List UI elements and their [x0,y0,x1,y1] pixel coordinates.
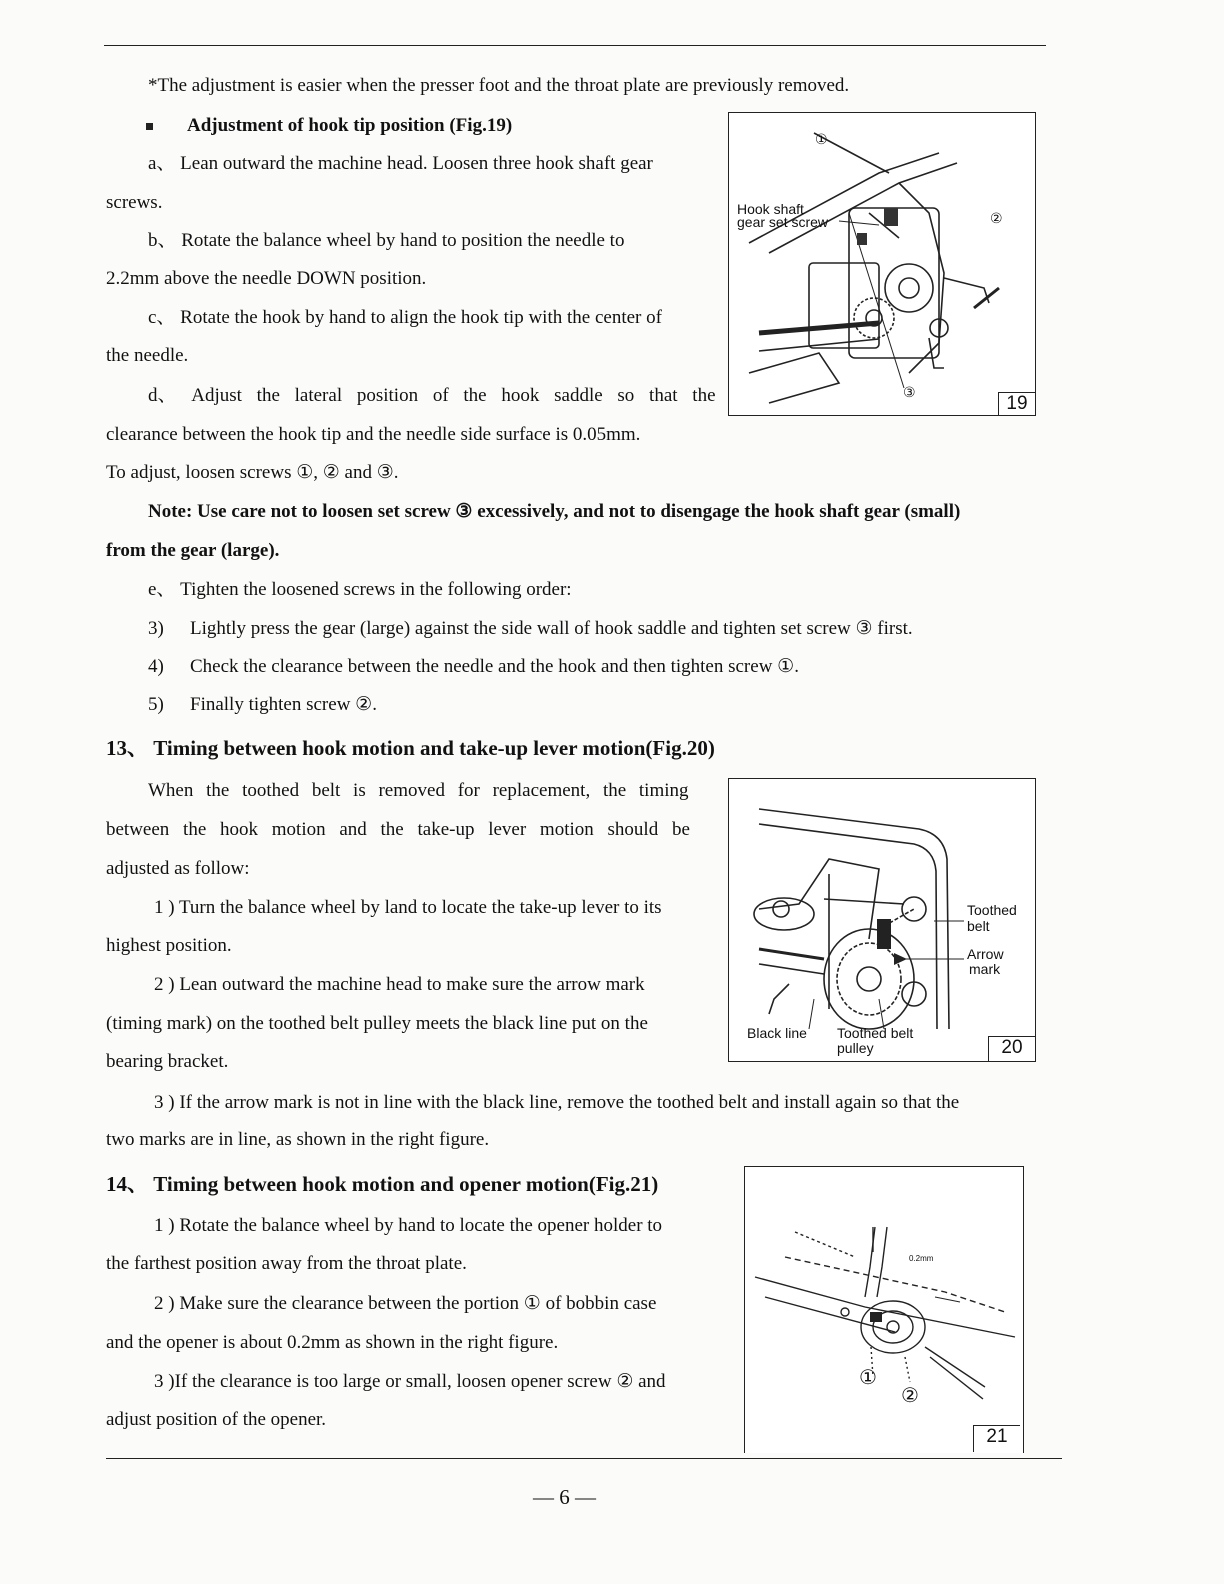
step-a-text: a、 Lean outward the machine head. Loosen three hook shaft gear [148,153,653,174]
s14-step1-line2: the farthest position away from the throat plate. [106,1253,467,1274]
order-text: Lightly press the gear (large) against the side wall of hook saddle and tighten set screw ③ first. [190,618,913,639]
step-a-line1 [148,154,710,173]
s13-step3-line2: two marks are in line, as shown in the right figure. [106,1129,490,1150]
arrow-mark-label-line2: mark [969,961,1001,977]
step-b-line1: b、 Rotate the balance wheel by hand to position the needle to [148,230,625,251]
toothed-belt-label-line2: belt [967,918,990,934]
bullet-icon [146,123,153,130]
step-d-line3: To adjust, loosen screws ①, ② and ③. [106,462,399,483]
s13-step2-line3: bearing bracket. [106,1051,229,1072]
clearance-label: 0.2mm [909,1254,934,1263]
order-item [148,619,913,638]
s14-step1-line1: 1 ) Rotate the balance wheel by hand to locate the opener holder to [154,1215,663,1236]
hook-shaft-label-line1: Hook shaft [737,201,804,217]
page-number: — 6 — [533,1485,596,1509]
order-number: 4) [148,656,164,677]
marker-1: ① [859,1365,877,1389]
s13-step3-line1: 3 ) If the arrow mark is not in line with the black line, remove the toothed belt and install again so that the [154,1092,960,1113]
s14-step2-line1: 2 ) Make sure the clearance between the portion ① of bobbin case [154,1293,657,1314]
step-e: e、 Tighten the loosened screws in the following order: [148,579,572,600]
order-item [148,695,377,714]
intro-note: *The adjustment is easier when the presser foot and the throat plate are previously removed. [148,75,850,96]
s13-step2-line2: (timing mark) on the toothed belt pulley meets the black line put on the [106,1013,648,1034]
s13-p1-line3: adjusted as follow: [106,858,250,879]
bottom-rule [106,1458,1062,1459]
marker-1: ① [815,132,828,148]
marker-2: ② [901,1383,919,1407]
pulley-label-line1: Toothed belt [837,1025,914,1041]
opener-clearance-illustration [745,1167,1023,1453]
marker-3: ③ [903,385,916,401]
hook-shaft-label-line2: gear set screw [737,214,829,230]
step-d-line2: clearance between the hook tip and the needle side surface is 0.05mm. [106,424,641,445]
step-c-line2: the needle. [106,345,189,366]
order-text: Check the clearance between the needle and the hook and then tighten screw ①. [190,656,799,677]
step-a-line2: screws. [106,192,163,213]
s14-step3-line1: 3 )If the clearance is too large or small, loosen opener screw ② and [154,1371,666,1392]
s13-step2-line1: 2 ) Lean outward the machine head to make sure the arrow mark [154,974,645,995]
s14-step2-line2: and the opener is about 0.2mm as shown in the right figure. [106,1332,559,1353]
order-number: 3) [148,618,164,639]
figure-20 [728,778,1036,1062]
figure-21 [744,1166,1024,1453]
order-number: 5) [148,694,164,715]
note-line2: from the gear (large). [106,540,280,561]
s13-p1-line1: When the toothed belt is removed for replacement, the timing [148,780,689,801]
step-c-line1: c、 Rotate the hook by hand to align the hook tip with the center of [148,307,662,328]
pulley-label-line2: pulley [837,1040,874,1056]
step-b-line2: 2.2mm above the needle DOWN position. [106,268,427,289]
hook-mechanism-illustration [729,113,1035,415]
black-line-label: Black line [747,1025,807,1041]
hook-tip-heading-text: Adjustment of hook tip position (Fig.19) [187,115,513,136]
marker-2: ② [990,211,1003,227]
s14-step3-line2: adjust position of the opener. [106,1409,327,1430]
section-14-heading: 14、 Timing between hook motion and opener motion(Fig.21) [106,1172,659,1196]
order-item [148,657,799,676]
figure-number: 19 [998,392,1036,416]
order-text: Finally tighten screw ②. [190,694,377,715]
hook-tip-heading [146,116,512,135]
figure-number: 21 [973,1425,1020,1452]
top-rule [104,45,1046,46]
figure-19 [728,112,1036,416]
toothed-belt-label-line1: Toothed [967,902,1017,918]
s13-p1-line2: between the hook motion and the take-up lever motion should be [106,819,690,840]
figure-number: 20 [988,1036,1036,1062]
s13-step1-line1: 1 ) Turn the balance wheel by land to locate the take-up lever to its [154,897,662,918]
s13-step1-line2: highest position. [106,935,232,956]
arrow-mark-label-line1: Arrow [967,946,1004,962]
step-d-line1: d、 Adjust the lateral position of the hook saddle so that the [148,385,716,406]
note-line1: Note: Use care not to loosen set screw ③ excessively, and not to disengage the hook shaft gear (small) [148,501,961,522]
section-13-heading: 13、 Timing between hook motion and take-up lever motion(Fig.20) [106,736,715,760]
